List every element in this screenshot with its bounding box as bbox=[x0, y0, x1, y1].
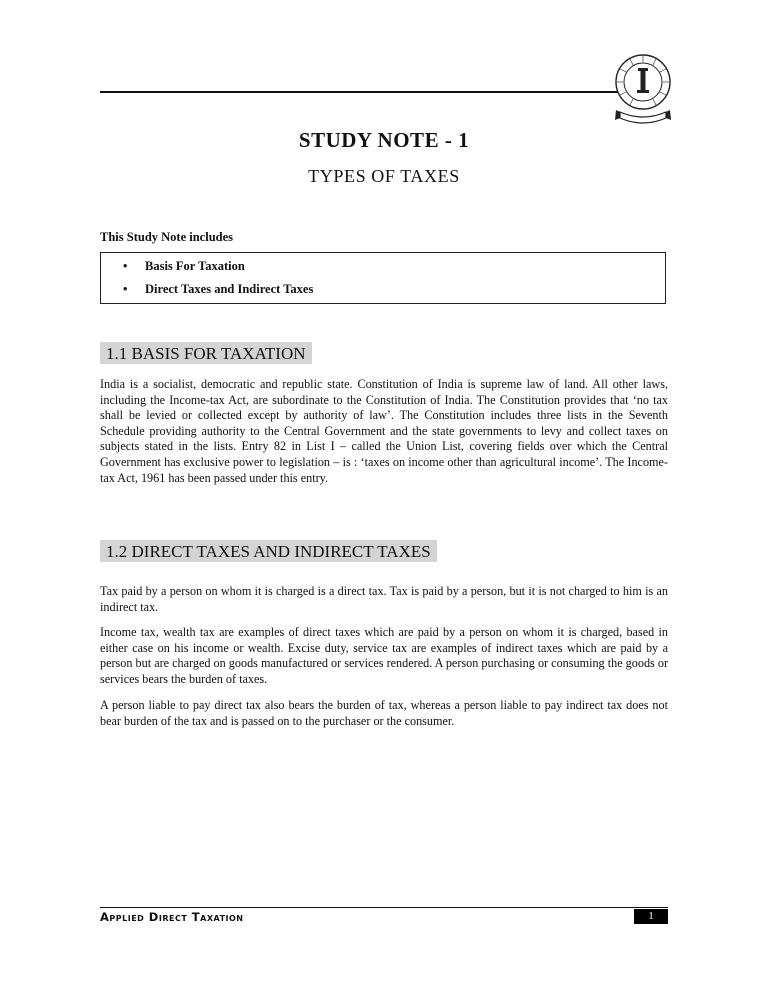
paragraph: Tax paid by a person on whom it is charged is a direct tax. Tax is paid by a person, but it is not charged to him is an indirect tax. bbox=[100, 584, 668, 614]
institute-seal-icon bbox=[612, 48, 674, 128]
paragraph: India is a socialist, democratic and republic state. Constitution of India is supreme law of land. All other laws, including the Income-tax Act, are subordinate to the Constitution of India. The Constitution provides that ‘no tax shall be levied or collected except by authority of law’. The Constitution includes three lists in the Seventh Schedule providing authority to the Central Government and the state governments to levy and collect taxes on subjects stated in the lists. Entry 82 in List I – called the Union List, covering fields over which the Central Government has exclusive power to legislation – is : ‘taxes on income other than agricultural income’. The Income-tax Act, 1961 has been passed under this entry. bbox=[100, 377, 668, 485]
includes-list bbox=[101, 253, 665, 304]
page-number: 1 bbox=[634, 909, 668, 924]
footer-book-title: Applied Direct Taxation bbox=[100, 910, 244, 924]
footer-rule bbox=[100, 907, 668, 908]
bullet-icon: • bbox=[123, 259, 128, 273]
list-item-label: Direct Taxes and Indirect Taxes bbox=[145, 282, 314, 296]
page-title: STUDY NOTE - 1 bbox=[298, 128, 470, 152]
section-heading-basis: 1.1 BASIS FOR TAXATION bbox=[100, 342, 312, 364]
bullet-icon: • bbox=[123, 282, 128, 296]
header-rule bbox=[100, 91, 618, 93]
list-item-label: Basis For Taxation bbox=[145, 259, 245, 273]
list-item bbox=[123, 281, 665, 304]
includes-label: This Study Note includes bbox=[100, 230, 234, 244]
paragraph: Income tax, wealth tax are examples of direct taxes which are paid by a person on whom it is charged, based in either case on his income or wealth. Excise duty, service tax are examples of indirect taxes which are paid by a person but are charged on goods manufactured or services rendered. A person purchasing or consuming the goods or services bears the burden of taxes. bbox=[100, 625, 668, 686]
page-subtitle: TYPES OF TAXES bbox=[308, 166, 460, 186]
list-item bbox=[123, 258, 665, 281]
section-heading-direct-indirect: 1.2 DIRECT TAXES AND INDIRECT TAXES bbox=[100, 540, 437, 562]
includes-box bbox=[100, 252, 666, 304]
paragraph: A person liable to pay direct tax also bears the burden of tax, whereas a person liable to pay indirect tax does not bear burden of the tax and is passed on to the purchaser or the consumer. bbox=[100, 698, 668, 728]
